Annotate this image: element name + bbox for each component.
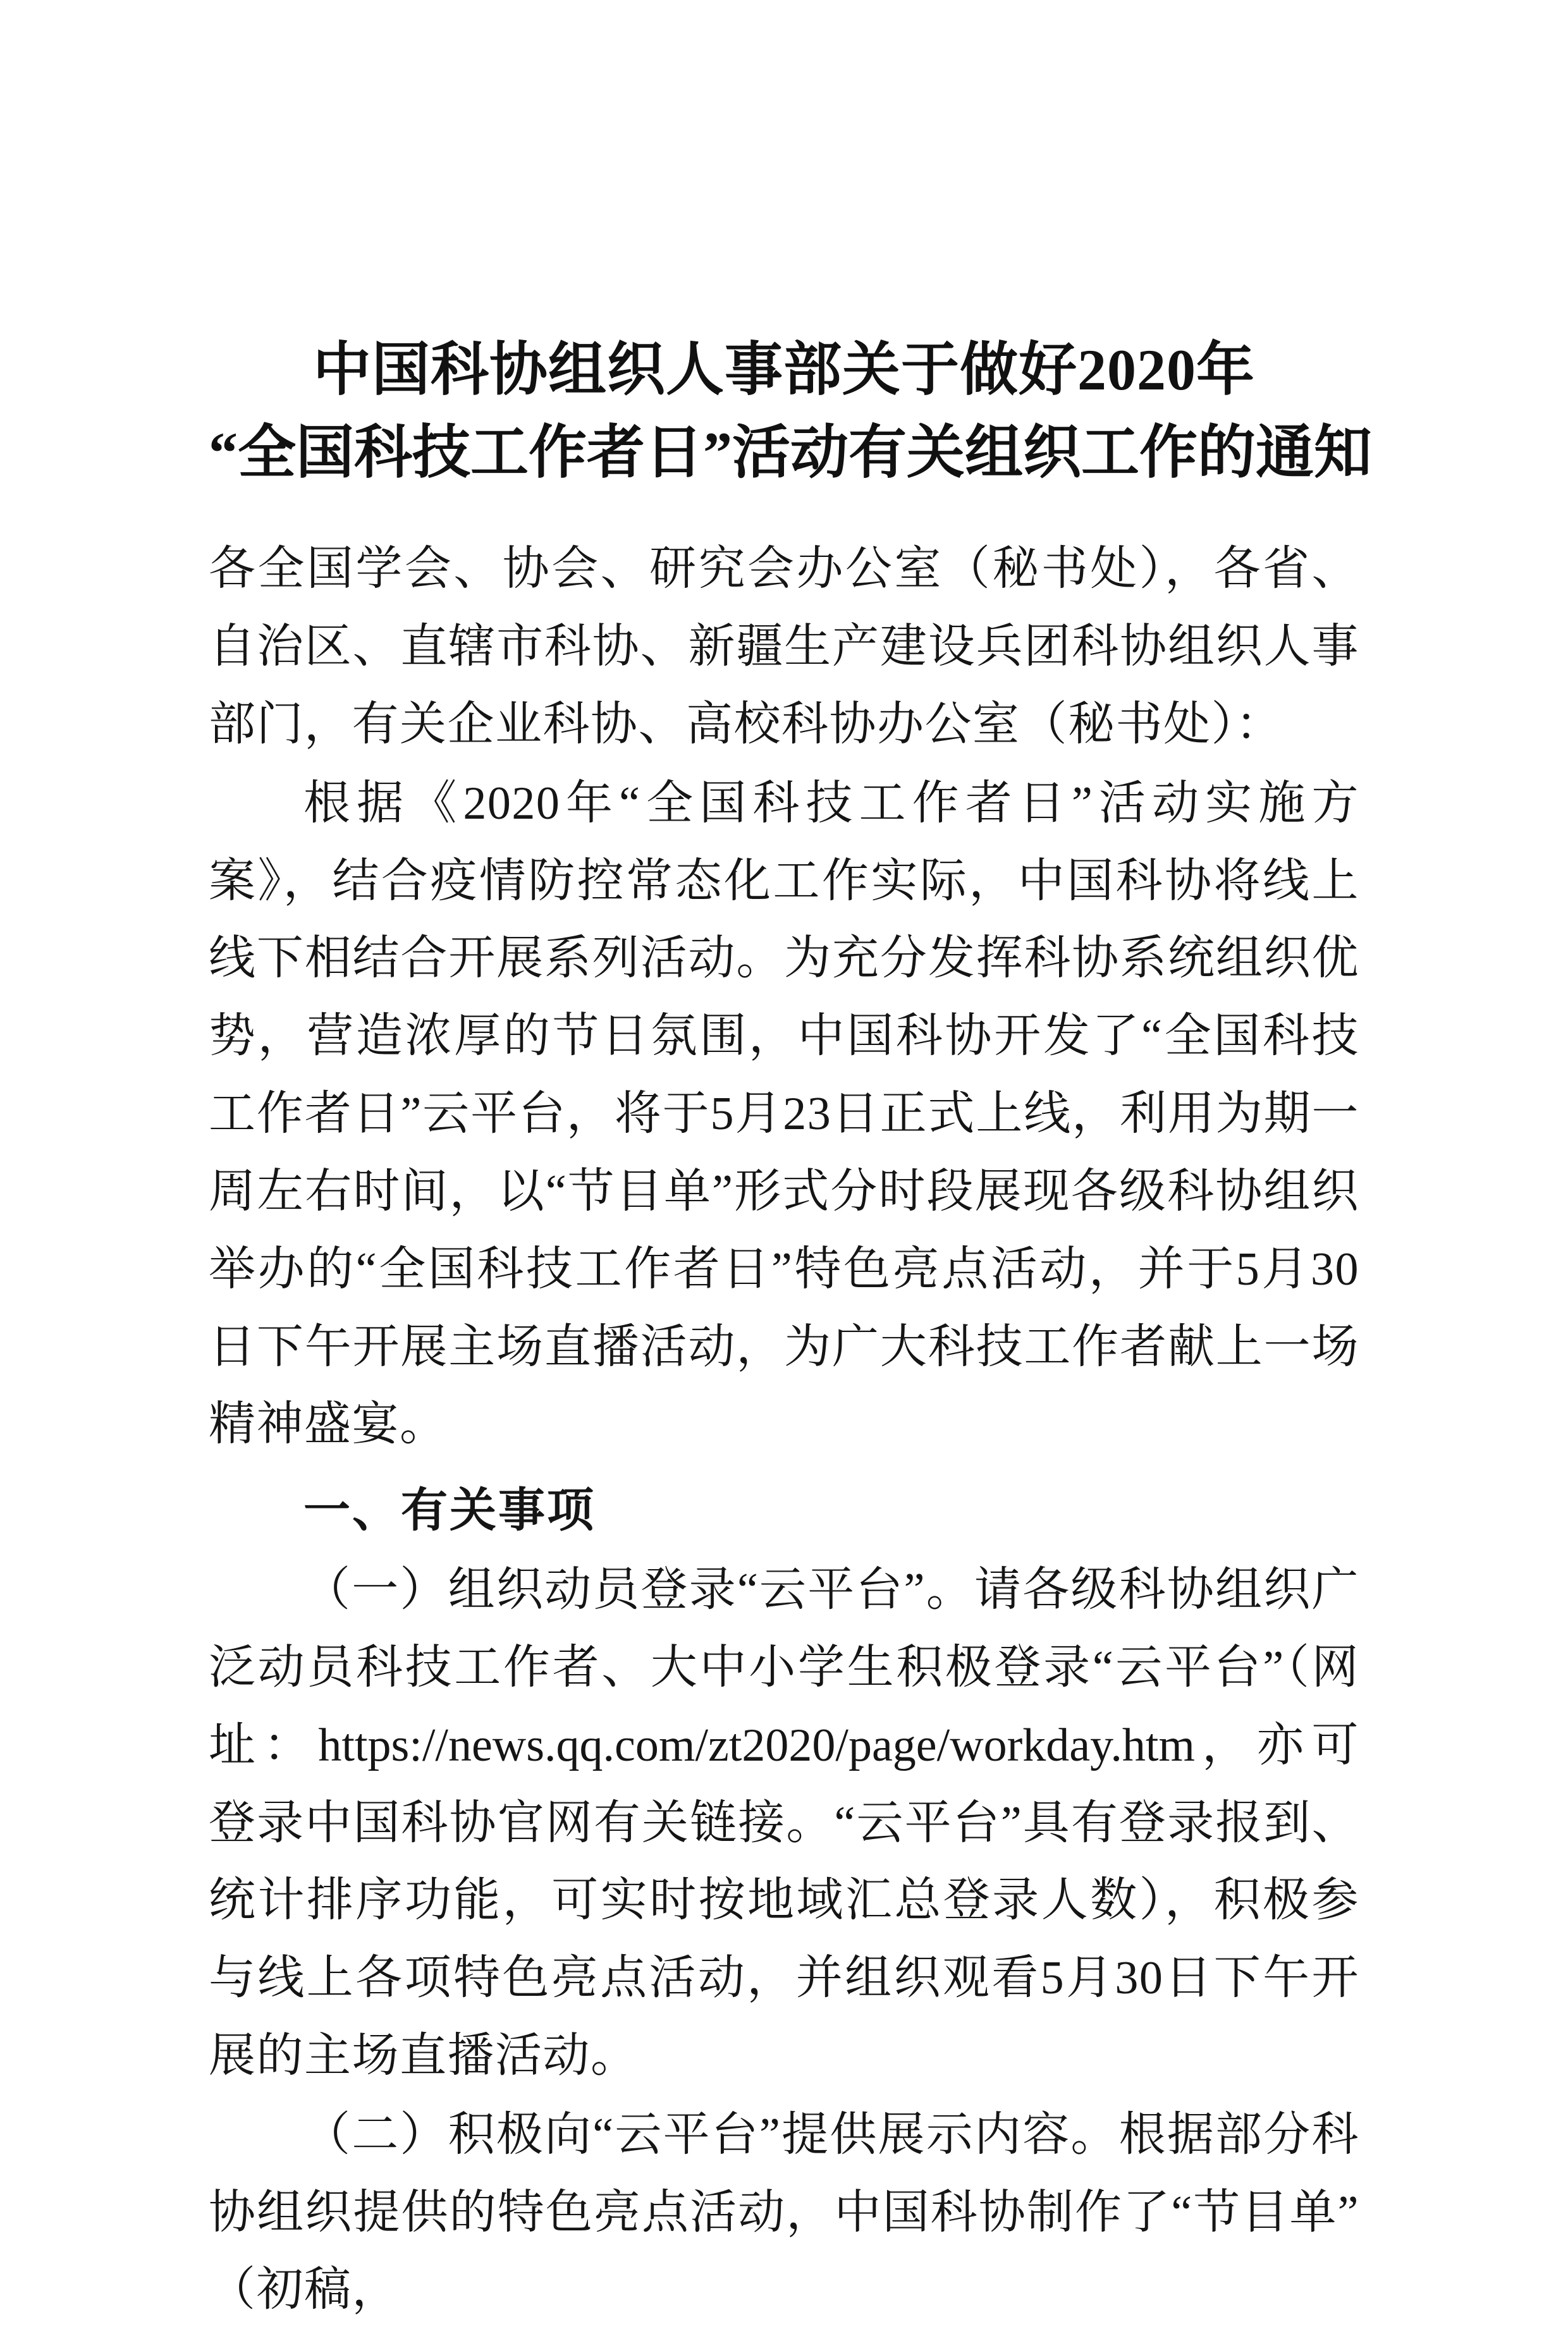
page-title [209,329,1373,494]
item-one-text-after: ，亦可登录中国科协官网有关链接。“云平台”具有登录报到、统计排序功能，可实时按地域汇总登录人数），积极参与线上各项特色亮点活动，并组织观看5月30日下午开展的主场直播活动。 [209,1719,1360,2082]
section-heading-one: 一、有关事项 [303,1485,596,1537]
document-body [209,530,1359,2329]
page-title-line-1: 中国科协组织人事部关于做好2020年 [312,338,1255,402]
page-title-line-2: “全国科技工作者日”活动有关组织工作的通知 [209,420,1373,485]
intro-paragraph: 根据《2020年“全国科技工作者日”活动实施方案》，结合疫情防控常态化工作实际，中国科协将线上线下相结合开展系列活动。为充分发挥科协系统组织优势，营造浓厚的节日氛围，中国科协开发了“全国科技工作者日”云平台，将于5月23日正式上线，利用为期一周左右时间，以“节目单”形式分时段展现各级科协组织举办的“全国科技工作者日”特色亮点活动，并于5月30日下午开展主场直播活动，为广大科技工作者献上一场精神盛宴。 [209,777,1359,1451]
item-two-paragraph: （二）积极向“云平台”提供展示内容。根据部分科协组织提供的特色亮点活动，中国科协制作了“节目单”（初稿， [209,2108,1359,2316]
item-one-paragraph [209,1551,1359,2095]
cloud-platform-url[interactable]: https://news.qq.com/zt2020/page/workday.htm [318,1719,1195,1771]
recipients-paragraph: 各全国学会、协会、研究会办公室（秘书处），各省、自治区、直辖市科协、新疆生产建设兵团科协组织人事部门，有关企业科协、高校科协办公室（秘书处）： [209,543,1359,750]
item-one-text-before: （一）组织动员登录“云平台”。请各级科协组织广泛动员科技工作者、大中小学生积极登录“云平台”（网址： [209,1564,1359,1771]
